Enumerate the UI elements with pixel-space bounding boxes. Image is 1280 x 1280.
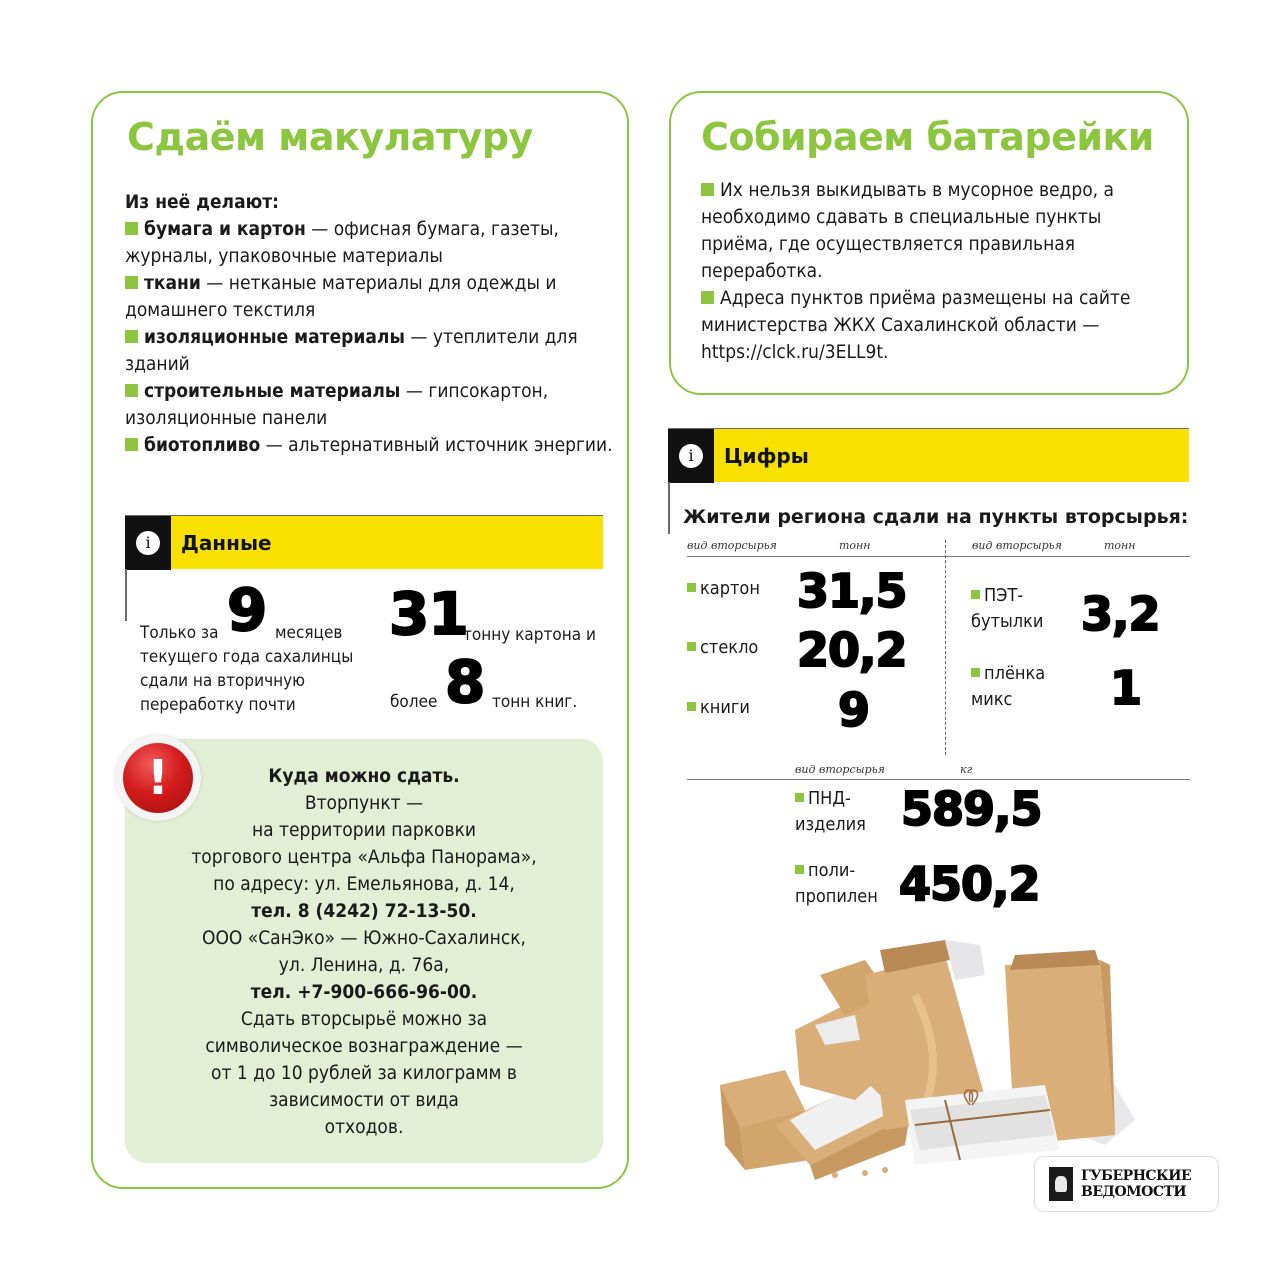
material-label: поли- пропилен — [795, 860, 878, 907]
item-text: Адреса пунктов приёма размещены на сайте министерства ЖКХ Сахалинской области — https://clck.ru/3ELL9t. — [701, 287, 1131, 363]
where-line: зависимости от вида — [269, 1089, 459, 1111]
list-item — [125, 270, 615, 324]
bullet-square-icon — [971, 668, 980, 677]
divider — [687, 556, 1190, 557]
data-text: переработку почти — [140, 695, 296, 715]
bullet-square-icon — [687, 583, 696, 592]
material-value: 450,2 — [899, 857, 1040, 911]
recycle-paper-panel — [91, 91, 629, 1189]
material-value: 3,2 — [1081, 587, 1160, 641]
divider — [687, 779, 1190, 780]
material-value: 589,5 — [901, 782, 1042, 836]
item-desc: — офисная бумага, газеты, журналы, упаковочные материалы — [125, 218, 559, 267]
data-text: Только за — [140, 623, 219, 643]
phone-number: тел. +7-900-666-96-00. — [250, 981, 478, 1003]
material-value: 20,2 — [797, 623, 907, 677]
divider — [125, 569, 127, 621]
list-item — [125, 324, 615, 378]
bullet-square-icon — [125, 438, 138, 451]
material-label: книги — [687, 695, 750, 721]
material-value: 31,5 — [797, 564, 907, 618]
where-line: торгового центра «Альфа Панорама», — [191, 846, 537, 868]
list-item — [125, 216, 615, 270]
material-value: 1 — [1110, 661, 1142, 715]
paper-waste-illustration — [715, 935, 1145, 1180]
big-number-8: 8 — [445, 648, 485, 716]
logo-line: ВЕДОМОСТИ — [1081, 1184, 1187, 1200]
column-header: вид вторсырья — [972, 539, 1062, 552]
publisher-logo — [1034, 1156, 1219, 1212]
bullet-square-icon — [125, 384, 138, 397]
data-header-bar — [125, 515, 603, 569]
item-text: Их нельзя выкидывать в мусорное ведро, а необходимо сдавать в специальные пункты приёма, где осуществляется правильная переработка. — [701, 179, 1115, 282]
data-text: более — [390, 692, 438, 712]
material-label: плёнка микс — [971, 663, 1046, 710]
bullet-square-icon — [971, 590, 980, 599]
item-desc: — нетканые материалы для одежды и домашнего текстиля — [125, 272, 557, 321]
crumbs — [832, 1167, 1048, 1178]
batteries-text — [701, 177, 1171, 366]
where-line: ул. Ленина, д. 76а, — [278, 954, 450, 976]
item-term: изоляционные материалы — [144, 326, 405, 348]
where-line: ООО «СанЭко» — Южно-Сахалинск, — [202, 927, 526, 949]
where-line: по адресу: ул. Емельянова, д. 14, — [213, 873, 515, 895]
material-label: стекло — [687, 635, 758, 661]
data-text: тонну картона и — [463, 625, 596, 645]
bullet-square-icon — [795, 793, 804, 802]
column-header: вид вторсырья — [687, 539, 777, 552]
item-desc: — гипсокартон, изоляционные панели — [125, 380, 549, 429]
bullet-square-icon — [125, 330, 138, 343]
uses-header: Из неё делают: — [125, 191, 279, 213]
numbers-heading: Жители региона сдали на пункты вторсырья: — [683, 506, 1189, 528]
material-label: ПЭТ- бутылки — [971, 585, 1044, 632]
material-label: картон — [687, 576, 760, 602]
data-label: Данные — [181, 530, 272, 555]
item-term: ткани — [144, 272, 201, 294]
panel-title: Собираем батарейки — [701, 115, 1154, 159]
data-text: тонн книг. — [492, 692, 578, 712]
numbers-label: Цифры — [724, 443, 809, 468]
where-line: на территории парковки — [251, 819, 477, 841]
bullet-square-icon — [701, 183, 714, 196]
list-item — [125, 378, 615, 432]
where-line: Вторпункт — — [304, 792, 424, 814]
divider — [668, 482, 670, 534]
list-item — [125, 432, 615, 459]
bullet-square-icon — [795, 865, 804, 874]
bullet-square-icon — [701, 291, 714, 304]
bullet-square-icon — [125, 222, 138, 235]
phone-number: тел. 8 (4242) 72-13-50. — [251, 900, 477, 922]
column-header: кг — [960, 763, 973, 776]
column-header: тонн — [1104, 539, 1136, 552]
exclamation-icon: ! — [115, 735, 201, 821]
uses-list — [125, 189, 615, 459]
column-header: тонн — [839, 539, 871, 552]
material-value: 9 — [838, 683, 870, 737]
column-header: вид вторсырья — [795, 763, 885, 776]
data-text: месяцев — [275, 623, 343, 643]
material-label: ПНД- изделия — [795, 788, 866, 835]
list-item — [701, 285, 1171, 366]
panel-title: Сдаём макулатуру — [127, 115, 533, 159]
numbers-header-bar — [668, 428, 1189, 482]
where-to-donate-text — [125, 763, 603, 1141]
data-text: сдали на вторичную — [140, 671, 306, 691]
where-line: отходов. — [324, 1116, 404, 1138]
item-desc: — утеплители для зданий — [125, 326, 578, 375]
info-icon: i — [136, 531, 160, 555]
where-line: Сдать вторсырьё можно за — [240, 1008, 488, 1030]
item-term: биотопливо — [144, 434, 261, 456]
bullet-square-icon — [687, 702, 696, 711]
big-number-9: 9 — [227, 576, 267, 644]
logo-line: ГУБЕРНСКИЕ — [1081, 1168, 1192, 1184]
item-desc: — альтернативный источник энергии. — [260, 434, 613, 456]
item-term: бумага и картон — [144, 218, 306, 240]
dashed-divider — [945, 540, 946, 755]
coat-of-arms-icon — [1049, 1167, 1073, 1201]
data-text: текущего года сахалинцы — [140, 647, 354, 667]
list-item — [701, 177, 1171, 285]
bullet-square-icon — [687, 642, 696, 651]
big-number-31: 31 — [389, 580, 468, 648]
item-term: строительные материалы — [144, 380, 401, 402]
bullet-square-icon — [125, 276, 138, 289]
where-line: символическое вознаграждение — — [205, 1035, 523, 1057]
where-heading: Куда можно сдать. — [268, 765, 460, 787]
batteries-panel — [669, 91, 1189, 395]
info-icon: i — [679, 444, 703, 468]
where-line: от 1 до 10 рублей за килограмм в — [211, 1062, 517, 1084]
